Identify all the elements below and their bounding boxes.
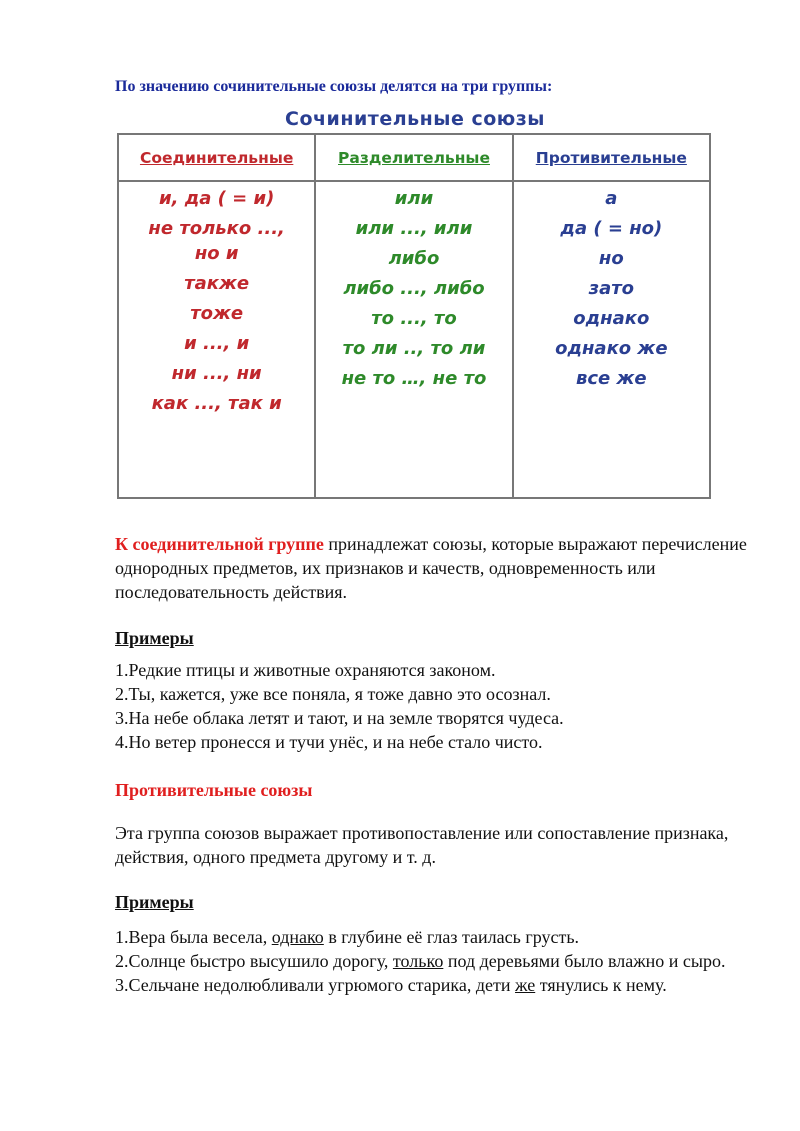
conjunction-item: ни ..., ни bbox=[171, 363, 262, 384]
conjunction-item: или bbox=[394, 188, 434, 209]
conjunction-item: да ( = но) bbox=[560, 218, 663, 239]
examples-list bbox=[115, 925, 735, 997]
example-line bbox=[115, 973, 735, 997]
column-header: Соединительные bbox=[119, 135, 314, 182]
intro-text: По значению сочинительные союзы делятся на три группы: bbox=[115, 78, 553, 95]
example-conjunction: только bbox=[392, 951, 444, 971]
conjunction-table bbox=[117, 133, 711, 499]
examples-heading: Примеры bbox=[115, 892, 194, 912]
conjunction-item: не только ..., но и bbox=[148, 218, 285, 264]
example-line: 2.Ты, кажется, уже все поняла, я тоже давно это осознал. bbox=[115, 684, 551, 704]
example-text: под деревьями было влажно и сыро. bbox=[443, 951, 726, 971]
conjunction-item: либо ..., либо bbox=[343, 278, 485, 299]
conjunction-list bbox=[316, 182, 511, 396]
section-heading: Противительные союзы bbox=[115, 780, 313, 800]
conjunction-item: то ли .., то ли bbox=[342, 338, 486, 359]
table-title: Сочинительные союзы bbox=[285, 108, 545, 130]
example-text: 3.Сельчане недолюбливали угрюмого старика, дети bbox=[115, 975, 516, 995]
example-line bbox=[115, 949, 735, 973]
examples-list bbox=[115, 658, 755, 754]
conjunction-item: также bbox=[184, 273, 250, 294]
column-header: Противительные bbox=[514, 135, 709, 182]
connective-description bbox=[115, 532, 755, 604]
conjunction-item: или ..., или bbox=[355, 218, 473, 239]
conjunction-item: тоже bbox=[190, 303, 244, 324]
example-line: 1.Редкие птицы и животные охраняются законом. bbox=[115, 660, 496, 680]
conjunction-item: как ..., так и bbox=[151, 393, 282, 414]
column-disjunctive bbox=[314, 135, 511, 497]
conjunction-list bbox=[119, 182, 314, 421]
column-header: Разделительные bbox=[316, 135, 511, 182]
conjunction-item: не то …, не то bbox=[341, 368, 487, 389]
column-connective bbox=[119, 135, 314, 497]
conjunction-item: и, да ( = и) bbox=[158, 188, 275, 209]
conjunction-item: однако bbox=[573, 308, 650, 329]
example-text: 2.Солнце быстро высушило дорогу, bbox=[115, 951, 393, 971]
conjunction-item: либо bbox=[388, 248, 440, 269]
conjunction-item: зато bbox=[588, 278, 635, 299]
adversative-description: Эта группа союзов выражает противопоставление или сопоставление признака, действия, одного предмета другому и т. д. bbox=[115, 823, 729, 867]
example-line: 3.На небе облака летят и тают, и на земле творятся чудеса. bbox=[115, 708, 564, 728]
conjunction-item: то ..., то bbox=[371, 308, 457, 329]
column-adversative bbox=[512, 135, 709, 497]
conjunction-item: но bbox=[598, 248, 624, 269]
example-conjunction: однако bbox=[271, 927, 324, 947]
conjunction-item: и ..., и bbox=[184, 333, 250, 354]
connective-text: принадлежат союзы, которые выражают перечисление однородных предметов, их признаков и качеств, одновременность или последовательность действия. bbox=[115, 534, 747, 602]
examples-heading: Примеры bbox=[115, 628, 194, 648]
example-text: 1.Вера была весела, bbox=[115, 927, 272, 947]
example-line: 4.Но ветер пронесся и тучи унёс, и на небе стало чисто. bbox=[115, 732, 543, 752]
example-text: в глубине её глаз таилась грусть. bbox=[323, 927, 580, 947]
conjunction-item: однако же bbox=[555, 338, 668, 359]
example-conjunction: же bbox=[515, 975, 536, 995]
example-line bbox=[115, 925, 735, 949]
conjunction-list bbox=[514, 182, 709, 396]
conjunction-item: а bbox=[605, 188, 618, 209]
connective-highlight: К соединительной группе bbox=[115, 534, 324, 554]
conjunction-item: все же bbox=[575, 368, 647, 389]
example-text: тянулись к нему. bbox=[535, 975, 667, 995]
